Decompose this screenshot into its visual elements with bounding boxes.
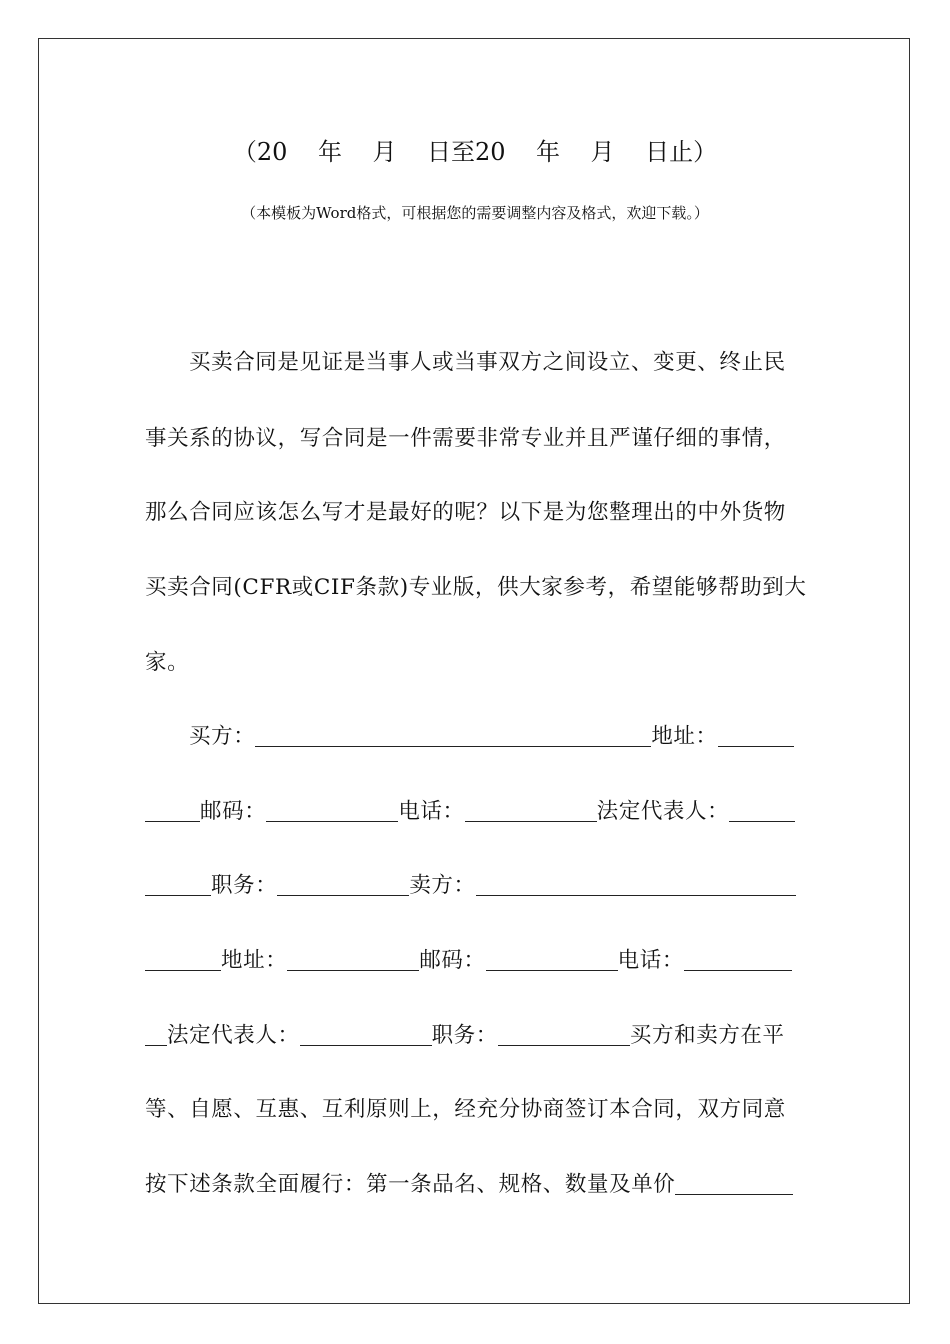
buyer-position-line bbox=[145, 871, 805, 901]
template-note: （本模板为Word格式，可根据您的需要调整内容及格式，欢迎下载。） bbox=[241, 204, 709, 222]
buyer-postcode-blank[interactable] bbox=[266, 797, 398, 822]
buyer-phone-blank[interactable] bbox=[465, 797, 597, 822]
buyer-phone-label: 电话： bbox=[398, 799, 465, 824]
seller-legal-rep-label: 法定代表人： bbox=[167, 1023, 300, 1048]
date-range-heading: （20 年 月 日至20 年 月 日止） bbox=[232, 138, 718, 166]
intro-line-1: 买卖合同是见证是当事人或当事双方之间设立、变更、终止民 bbox=[189, 350, 786, 375]
article-1-blank[interactable] bbox=[675, 1170, 793, 1195]
seller-contact-line bbox=[145, 946, 805, 976]
intro-line-4: 买卖合同(CFR或CIF条款)专业版，供大家参考，希望能够帮助到大 bbox=[145, 575, 807, 600]
agreement-line-2: 等、自愿、互惠、互利原则上，经充分协商签订本合同，双方同意 bbox=[145, 1097, 786, 1122]
seller-phone-label: 电话： bbox=[617, 948, 684, 973]
seller-blank[interactable] bbox=[476, 871, 796, 896]
seller-blank-cont[interactable] bbox=[145, 946, 221, 971]
buyer-position-blank[interactable] bbox=[277, 871, 409, 896]
buyer-legal-rep-blank-cont[interactable] bbox=[145, 871, 211, 896]
seller-postcode-label: 邮码： bbox=[419, 948, 486, 973]
seller-address-label: 地址： bbox=[221, 948, 288, 973]
buyer-position-label: 职务： bbox=[211, 873, 278, 898]
seller-phone-blank-cont[interactable] bbox=[145, 1021, 167, 1046]
seller-postcode-blank[interactable] bbox=[486, 946, 618, 971]
agreement-line-3 bbox=[145, 1170, 805, 1200]
article-1-heading: 按下述条款全面履行：第一条品名、规格、数量及单价 bbox=[145, 1172, 676, 1197]
intro-line-2: 事关系的协议，写合同是一件需要非常专业并且严谨仔细的事情， bbox=[145, 426, 786, 451]
seller-legal-rep-blank[interactable] bbox=[300, 1021, 432, 1046]
buyer-line bbox=[145, 722, 805, 752]
buyer-address-label: 地址： bbox=[651, 724, 718, 749]
intro-line-3: 那么合同应该怎么写才是最好的呢？以下是为您整理出的中外货物 bbox=[145, 500, 786, 525]
buyer-legal-rep-blank[interactable] bbox=[729, 797, 795, 822]
buyer-label: 买方： bbox=[189, 724, 256, 749]
buyer-address-blank-cont[interactable] bbox=[145, 797, 200, 822]
buyer-legal-rep-label: 法定代表人： bbox=[596, 799, 730, 824]
seller-rep-line bbox=[145, 1021, 805, 1051]
seller-phone-blank[interactable] bbox=[684, 946, 792, 971]
seller-position-blank[interactable] bbox=[498, 1021, 630, 1046]
buyer-contact-line bbox=[145, 797, 805, 827]
seller-address-blank[interactable] bbox=[287, 946, 419, 971]
intro-line-5: 家。 bbox=[145, 650, 190, 675]
seller-position-label: 职务： bbox=[431, 1023, 498, 1048]
agreement-part1: 买方和卖方在平 bbox=[629, 1023, 785, 1048]
buyer-address-blank[interactable] bbox=[718, 722, 794, 747]
seller-label: 卖方： bbox=[409, 873, 476, 898]
buyer-postcode-label: 邮码： bbox=[200, 799, 267, 824]
buyer-blank[interactable] bbox=[255, 722, 651, 747]
